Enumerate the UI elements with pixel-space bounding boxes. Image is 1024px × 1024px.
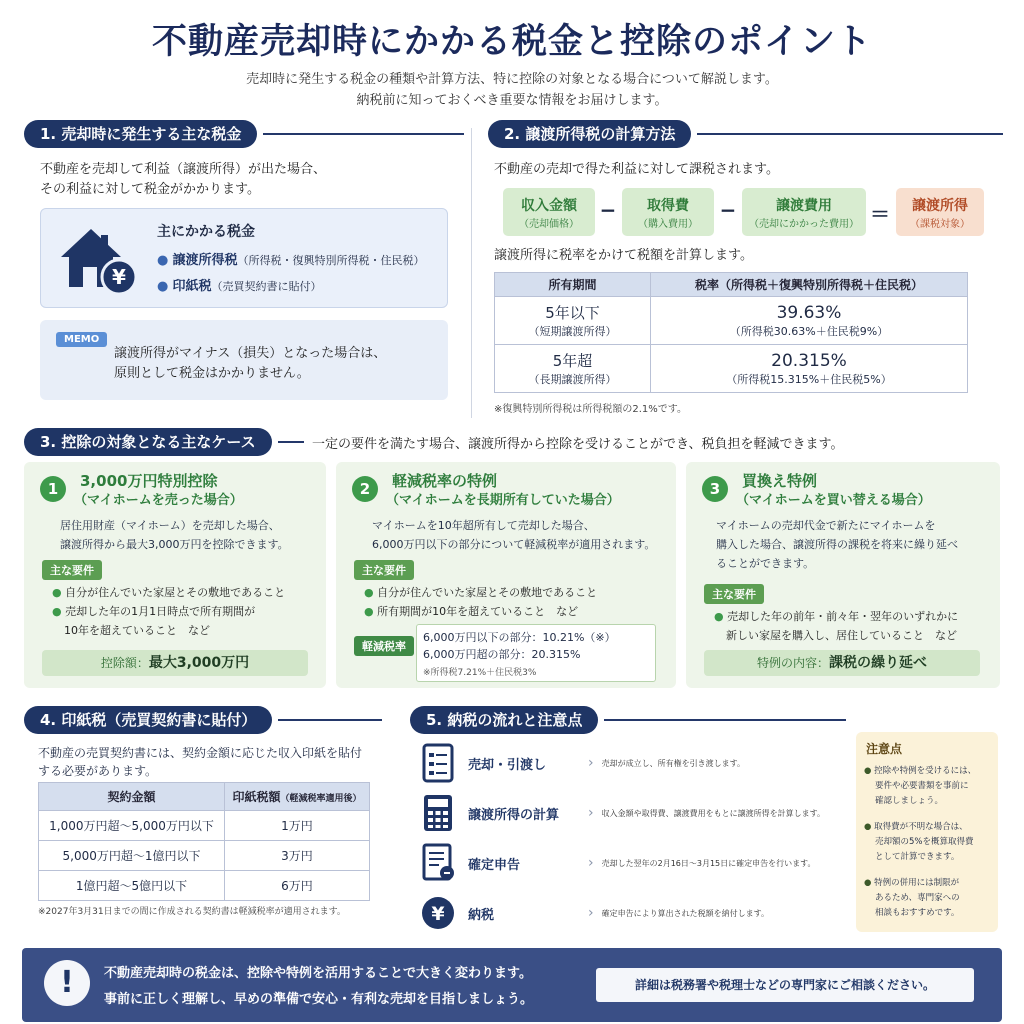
stamp-col-amount: 契約金額 <box>39 783 225 811</box>
caution-box <box>856 732 998 932</box>
section-1-title: 1. 売却時に発生する主な税金 <box>24 120 257 148</box>
house-yen-icon <box>57 223 139 297</box>
table-row <box>39 841 370 871</box>
card-2-number: 2 <box>352 476 378 502</box>
formula-income <box>503 188 595 236</box>
main-taxes-box <box>40 208 448 308</box>
stamp-col-tax: 印紙税額 <box>232 790 281 804</box>
rate-intro: 譲渡所得に税率をかけて税額を計算します。 <box>494 248 753 263</box>
card-1-req-3: 10年を超えていること など <box>64 624 210 637</box>
deduction-card-2 <box>336 462 676 688</box>
table-row <box>495 345 968 393</box>
flow-step-2 <box>420 788 848 838</box>
rate-row-1-type: （短期譲渡所得） <box>528 325 617 338</box>
section-3-rule <box>278 441 304 443</box>
stamp-col-tax-note: （軽減税率適用後） <box>280 794 362 804</box>
caution-3-line-1: 特例の併用には制限が <box>874 878 960 888</box>
memo-box <box>40 320 448 400</box>
card-1-summary <box>42 650 308 676</box>
rate-row-2-type: （長期譲渡所得） <box>528 373 617 386</box>
formula-result <box>896 188 984 236</box>
table-row <box>39 811 370 841</box>
section-2-header <box>488 120 1003 148</box>
tax-item-2-name: 印紙税 <box>172 279 212 294</box>
flow-step-3-label: 確定申告 <box>468 857 521 873</box>
caution-title: 注意点 <box>866 742 903 756</box>
card-1-req-tag: 主な要件 <box>42 560 102 580</box>
card-3-req-tag: 主な要件 <box>704 584 764 604</box>
formula-transfer-cost-note: （売却にかかった費用） <box>749 218 859 230</box>
tax-item-1-name: 譲渡所得税 <box>172 253 238 268</box>
caution-3-line-2: あるため、専門家への <box>875 893 960 903</box>
card-2-req-tag: 主な要件 <box>354 560 414 580</box>
section-3-desc: 一定の要件を満たす場合、譲渡所得から控除を受けることができ、税負担を軽減できます。 <box>312 437 844 452</box>
minus-sign-1: − <box>599 198 617 222</box>
card-1-req-2-text: 売却した年の1月1日時点で所有期間が <box>65 605 256 618</box>
card-3-desc-1: マイホームの売却代金で新たにマイホームを <box>716 519 936 532</box>
reduced-rate-note: ※所得税7.21%＋住民税3% <box>423 668 537 678</box>
chevron-right-icon: › <box>588 905 594 921</box>
caution-item-2: ● 取得費が不明な場合は、 売却額の5%を概算取得費 として計算できます。 <box>864 820 974 865</box>
formula-income-note: （売却価格） <box>519 218 579 230</box>
formula-transfer-cost <box>742 188 866 236</box>
card-3-summary-value: 課税の繰り延べ <box>829 655 927 671</box>
tax-return-document-icon <box>420 843 456 883</box>
card-2-req-2-text: 所有期間が10年を超えていること など <box>377 605 579 618</box>
card-1-desc-2: 譲渡所得から最大3,000万円を控除できます。 <box>60 538 289 551</box>
section-4-header <box>24 706 382 734</box>
section-1-rule <box>263 133 464 135</box>
formula-result-note: （課税対象） <box>910 218 970 230</box>
rate-row-2-rate: 20.315% <box>771 350 847 371</box>
card-3-subtitle: （マイホームを買い替える場合） <box>736 493 931 508</box>
caution-1-line-1: 控除や特例を受けるには、 <box>874 766 977 776</box>
minus-sign-2: − <box>719 198 737 222</box>
stamp-tax-table <box>38 782 370 901</box>
flow-step-1 <box>420 738 848 788</box>
exclamation-icon: ! <box>44 960 90 1006</box>
card-2-desc-2: 6,000万円以下の部分について軽減税率が適用されます。 <box>372 538 656 551</box>
formula-transfer-cost-label: 譲渡費用 <box>776 197 832 214</box>
card-1-title: 3,000万円特別控除 <box>80 472 218 490</box>
rate-row-2-breakdown: （所得税15.315%＋住民税5%） <box>726 372 892 386</box>
memo-tag: MEMO <box>56 332 107 347</box>
stamp-note: ※2027年3月31日までの間に作成される契約書は軽減税率が適用されます。 <box>38 907 346 917</box>
table-row <box>495 297 968 345</box>
section-3-title: 3. 控除の対象となる主なケース <box>24 428 272 456</box>
section-2-title: 2. 譲渡所得税の計算方法 <box>488 120 691 148</box>
card-1-summary-label: 控除額： <box>100 656 149 670</box>
card-3-req-1: ● 売却した年の前年・前々年・翌年のいずれかに <box>714 610 959 623</box>
section-3-header <box>24 428 304 456</box>
svg-text:¥: ¥ <box>112 265 126 289</box>
card-1-req-2: ● 売却した年の1月1日時点で所有期間が <box>52 605 256 618</box>
card-2-req-2: ● 所有期間が10年を超えていること など <box>364 605 579 618</box>
formula-result-label: 譲渡所得 <box>912 197 968 214</box>
formula-acquisition-note: （購入費用） <box>638 218 698 230</box>
flow-step-4 <box>420 888 848 938</box>
flow-step-4-desc: 確定申告により算出された税額を納付します。 <box>601 908 769 918</box>
yen-coin-icon <box>420 893 456 933</box>
card-3-req-2: 新しい家屋を購入し、居住していること など <box>726 629 957 642</box>
column-divider <box>471 128 472 418</box>
footer-banner <box>22 948 1002 1022</box>
card-1-desc-1: 居住用財産（マイホーム）を売却した場合、 <box>60 519 280 532</box>
section-4-rule <box>278 719 382 721</box>
card-3-desc-2: 購入した場合、譲渡所得の課税を将来に繰り延べ <box>716 538 958 551</box>
section-2-intro: 不動産の売却で得た利益に対して課税されます。 <box>494 162 779 177</box>
section-5-header <box>410 706 846 734</box>
card-3-summary <box>704 650 980 676</box>
stamp-row-1-amount: 1,000万円超～5,000万円以下 <box>39 811 225 841</box>
card-3-desc-3: ることができます。 <box>716 557 815 570</box>
rate-row-1-breakdown: （所得税30.63%＋住民税9%） <box>729 324 889 338</box>
card-3-summary-label: 特例の内容： <box>756 656 829 670</box>
equals-sign: ＝ <box>870 202 890 226</box>
card-2-rate-tag: 軽減税率 <box>354 636 414 656</box>
stamp-row-3-tax: 6万円 <box>225 871 370 901</box>
main-tax-item-2: ● 印紙税（売買契約書に貼付） <box>157 279 322 294</box>
reduced-rate-line-1: 6,000万円以下の部分：10.21%（※） <box>423 631 616 644</box>
section-1-intro-1: 不動産を売却して利益（譲渡所得）が出た場合、 <box>40 162 327 177</box>
main-taxes-title: 主にかかる税金 <box>157 224 255 240</box>
section-5-title: 5. 納税の流れと注意点 <box>410 706 598 734</box>
calculator-icon <box>420 793 456 833</box>
formula-acquisition-label: 取得費 <box>647 197 689 214</box>
subtitle-line-2: 納税前に知っておくべき重要な情報をお届けします。 <box>356 93 668 108</box>
flow-step-1-label: 売却・引渡し <box>468 757 547 773</box>
reduced-rate-line-2: 6,000万円超の部分：20.315% <box>423 648 581 661</box>
flow-step-3 <box>420 838 848 888</box>
chevron-right-icon: › <box>588 755 594 771</box>
flow-step-1-desc: 売却が成立し、所有権を引き渡します。 <box>601 758 745 768</box>
caution-3-line-3: 相談もおすすめです。 <box>875 908 960 918</box>
flow-step-2-desc: 収入金額や取得費、譲渡費用をもとに譲渡所得を計算します。 <box>601 808 825 818</box>
rate-col-rate: 税率（所得税＋復興特別所得税＋住民税） <box>651 273 968 297</box>
card-3-title: 買換え特例 <box>742 472 818 490</box>
tax-item-2-note: （売買契約書に貼付） <box>211 280 322 293</box>
caution-item-1: ● 控除や特例を受けるには、 要件や必要書類を事前に 確認しましょう。 <box>864 764 976 809</box>
footer-line-2: 事前に正しく理解し、早めの準備で安心・有利な売却を目指しましょう。 <box>104 992 534 1007</box>
rate-row-1-period: 5年以下 <box>545 304 600 322</box>
reduced-rate-box <box>416 624 656 682</box>
stamp-desc-2: する必要があります。 <box>38 764 158 778</box>
section-1-header <box>24 120 464 148</box>
document-list-icon <box>420 743 456 783</box>
card-2-req-1: ● 自分が住んでいた家屋とその敷地であること <box>364 586 598 599</box>
section-5-rule <box>604 719 846 721</box>
rate-col-period: 所有期間 <box>495 273 651 297</box>
chevron-right-icon: › <box>588 855 594 871</box>
card-2-title: 軽減税率の特例 <box>392 472 498 490</box>
stamp-row-1-tax: 1万円 <box>225 811 370 841</box>
memo-line-2: 原則として税金はかかりません。 <box>114 366 310 381</box>
deduction-card-3 <box>686 462 1000 688</box>
footer-line-1: 不動産売却時の税金は、控除や特例を活用することで大きく変わります。 <box>104 966 532 981</box>
caution-2-line-1: 取得費が不明な場合は、 <box>874 822 968 832</box>
card-1-subtitle: （マイホームを売った場合） <box>74 493 243 508</box>
caution-2-line-2: 売却額の5%を概算取得費 <box>875 837 974 847</box>
stamp-desc-1: 不動産の売買契約書には、契約金額に応じた収入印紙を貼付 <box>38 746 363 760</box>
stamp-row-2-tax: 3万円 <box>225 841 370 871</box>
caution-1-line-2: 要件や必要書類を事前に <box>875 781 969 791</box>
tax-rate-table <box>494 272 968 393</box>
consult-expert-button[interactable]: 詳細は税務署や税理士などの専門家にご相談ください。 <box>596 968 974 1002</box>
rate-note: ※復興特別所得税は所得税額の2.1%です。 <box>494 404 687 415</box>
chevron-right-icon: › <box>588 805 594 821</box>
rate-row-1-rate: 39.63% <box>776 302 842 323</box>
card-1-summary-value: 最大3,000万円 <box>148 655 250 671</box>
card-2-req-1-text: 自分が住んでいた家屋とその敷地であること <box>377 586 598 599</box>
memo-line-1: 譲渡所得がマイナス（損失）となった場合は、 <box>114 346 387 361</box>
section-4-title: 4. 印紙税（売買契約書に貼付） <box>24 706 272 734</box>
formula-income-label: 収入金額 <box>521 197 577 214</box>
caution-2-line-3: として計算できます。 <box>875 852 960 862</box>
card-1-number: 1 <box>40 476 66 502</box>
section-1-intro-2: その利益に対して税金がかかります。 <box>40 182 260 197</box>
flow-step-3-desc: 売却した翌年の2月16日～3月15日に確定申告を行います。 <box>601 858 816 868</box>
tax-flow-steps <box>420 738 848 938</box>
card-1-req-1: ● 自分が住んでいた家屋とその敷地であること <box>52 586 286 599</box>
formula-acquisition <box>622 188 714 236</box>
subtitle-line-1: 売却時に発生する税金の種類や計算方法、特に控除の対象となる場合について解説します。 <box>246 72 778 87</box>
table-row <box>39 871 370 901</box>
deduction-card-1 <box>24 462 326 688</box>
card-2-desc-1: マイホームを10年超所有して売却した場合、 <box>372 519 595 532</box>
main-tax-item-1: ● 譲渡所得税（所得税・復興特別所得税・住民税） <box>157 253 425 268</box>
section-2-rule <box>697 133 1003 135</box>
flow-step-2-label: 譲渡所得の計算 <box>468 807 560 823</box>
tax-item-1-note: （所得税・復興特別所得税・住民税） <box>237 254 425 267</box>
card-3-req-1-text: 売却した年の前年・前々年・翌年のいずれかに <box>727 610 959 623</box>
stamp-row-2-amount: 5,000万円超～1億円以下 <box>39 841 225 871</box>
card-3-number: 3 <box>702 476 728 502</box>
svg-text:¥: ¥ <box>431 903 445 925</box>
page-title: 不動産売却時にかかる税金と控除のポイント <box>151 21 872 62</box>
flow-step-4-label: 納税 <box>468 907 495 923</box>
caution-item-3: ● 特例の併用には制限が あるため、専門家への 相談もおすすめです。 <box>864 876 960 921</box>
card-1-req-1-text: 自分が住んでいた家屋とその敷地であること <box>65 586 286 599</box>
stamp-row-3-amount: 1億円超～5億円以下 <box>39 871 225 901</box>
card-2-subtitle: （マイホームを長期所有していた場合） <box>386 493 620 508</box>
rate-row-2-period: 5年超 <box>552 352 593 370</box>
caution-1-line-3: 確認しましょう。 <box>875 796 944 806</box>
